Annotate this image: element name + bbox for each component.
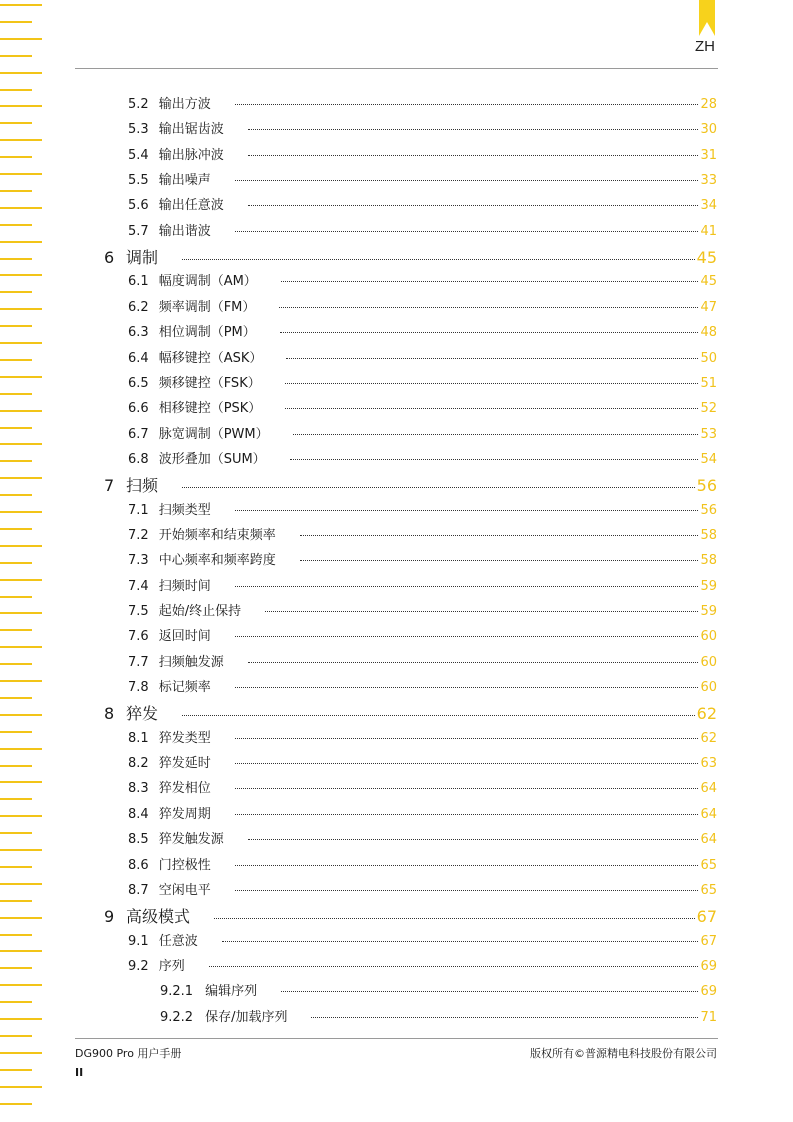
ruler-tick <box>0 883 42 885</box>
toc-entry[interactable] <box>128 347 717 367</box>
toc-entry-number: 5.6 <box>128 198 149 214</box>
toc-dot-leader <box>248 204 699 206</box>
toc-entry-number: 5.3 <box>128 122 149 138</box>
toc-entry[interactable] <box>128 321 717 341</box>
toc-entry-page: 64 <box>700 806 717 822</box>
toc-entry[interactable] <box>128 575 717 595</box>
ruler-tick <box>0 291 32 293</box>
toc-entry[interactable] <box>128 448 717 468</box>
toc-entry-title: 相移键控（PSK） <box>158 401 262 417</box>
toc-dot-leader <box>286 357 698 359</box>
ruler-tick <box>0 1069 32 1071</box>
ruler-tick <box>0 629 32 631</box>
toc-entry-title: 输出任意波 <box>158 198 224 214</box>
toc-entry-title: 猝发触发源 <box>158 832 224 848</box>
toc-entry-page: 41 <box>700 223 717 239</box>
toc-dot-leader <box>290 458 699 460</box>
toc-dot-leader <box>279 306 698 308</box>
toc-entry-page: 54 <box>700 451 717 467</box>
toc-entry-title: 猝发类型 <box>158 730 211 746</box>
ruler-tick <box>0 934 32 936</box>
toc-entry-number: 5.4 <box>128 147 149 163</box>
toc-entry-title: 猝发 <box>126 704 159 724</box>
toc-entry-title: 返回时间 <box>158 629 211 645</box>
toc-dot-leader <box>281 990 698 992</box>
toc-entry[interactable] <box>128 93 717 113</box>
toc-entry-page: 69 <box>700 984 717 1000</box>
toc-entry[interactable] <box>128 651 717 671</box>
toc-entry[interactable] <box>128 600 717 620</box>
toc-dot-leader <box>311 1016 698 1018</box>
toc-entry-title: 输出脉冲波 <box>158 147 224 163</box>
toc-dot-leader <box>235 585 699 587</box>
ruler-tick <box>0 21 32 23</box>
toc-entry[interactable] <box>128 676 717 696</box>
toc-entry-number: 7.3 <box>128 553 149 569</box>
toc-entry-title: 猝发相位 <box>158 781 211 797</box>
ruler-tick <box>0 612 42 614</box>
ruler-tick <box>0 274 42 276</box>
toc-entry-number: 6.6 <box>128 401 149 417</box>
toc-entry-title: 猝发周期 <box>158 806 211 822</box>
toc-entry-page: 67 <box>700 933 717 949</box>
toc-entry-title: 中心频率和频率跨度 <box>158 553 276 569</box>
ruler-tick <box>0 4 42 6</box>
toc-dot-leader <box>293 433 699 435</box>
ruler-tick <box>0 866 32 868</box>
toc-entry[interactable] <box>128 118 717 138</box>
ruler-tick <box>0 325 32 327</box>
toc-entry[interactable] <box>128 879 717 899</box>
toc-entry-title: 输出谐波 <box>158 223 211 239</box>
toc-entry-title: 扫频 <box>126 476 159 496</box>
toc-entry-title: 序列 <box>158 958 185 974</box>
toc-entry-page: 58 <box>700 553 717 569</box>
toc-entry-number: 7 <box>104 476 115 496</box>
toc-entry-title: 任意波 <box>158 933 198 949</box>
toc-entry-title: 频率调制（FM） <box>158 299 256 315</box>
toc-dot-leader <box>235 179 699 181</box>
ruler-tick <box>0 494 32 496</box>
toc-entry[interactable] <box>128 930 717 950</box>
ruler-tick <box>0 917 42 919</box>
toc-entry-number: 6.5 <box>128 375 149 391</box>
ruler-tick <box>0 55 32 57</box>
ruler-tick <box>0 1018 42 1020</box>
toc-entry-page: 69 <box>700 958 717 974</box>
ruler-tick <box>0 190 32 192</box>
toc-entry-page: 51 <box>700 375 717 391</box>
toc-entry-page: 45 <box>700 274 717 290</box>
toc-dot-leader <box>235 686 699 688</box>
toc-entry-number: 6.7 <box>128 426 149 442</box>
toc-dot-leader <box>248 154 699 156</box>
ruler-tick <box>0 765 32 767</box>
toc-entry[interactable] <box>128 524 717 544</box>
page-number: II <box>75 1066 84 1079</box>
toc-dot-leader <box>235 813 699 815</box>
toc-entry-page: 60 <box>700 654 717 670</box>
ruler-tick <box>0 663 32 665</box>
toc-entry-title: 输出方波 <box>158 97 211 112</box>
ruler-tick <box>0 72 42 74</box>
ruler-tick <box>0 1103 32 1105</box>
toc-entry-number: 9.1 <box>128 933 149 949</box>
toc-entry-page: 50 <box>700 350 717 366</box>
ruler-tick <box>0 258 32 260</box>
footer-copyright: 版权所有©普源精电科技股份有限公司 <box>530 1047 717 1060</box>
toc-entry[interactable] <box>128 777 717 797</box>
toc-dot-leader <box>214 917 695 919</box>
toc-dot-leader <box>248 661 699 663</box>
toc-entry-title: 相位调制（PM） <box>158 325 256 341</box>
toc-entry[interactable] <box>128 397 717 417</box>
ruler-tick <box>0 680 42 682</box>
toc-entry-page: 47 <box>700 299 717 315</box>
toc-entry[interactable] <box>128 854 717 874</box>
ruler-tick <box>0 849 42 851</box>
toc-dot-leader <box>235 509 699 511</box>
toc-entry-title: 波形叠加（SUM） <box>158 451 266 467</box>
toc-entry-page: 33 <box>700 173 717 189</box>
ruler-tick <box>0 1001 32 1003</box>
ruler-tick <box>0 528 32 530</box>
toc-entry-number: 6 <box>104 248 115 268</box>
toc-entry-page: 62 <box>700 730 717 746</box>
toc-entry-title: 输出噪声 <box>158 173 211 189</box>
ruler-tick <box>0 443 42 445</box>
toc-entry-title: 标记频率 <box>158 680 211 696</box>
ruler-tick <box>0 224 32 226</box>
ruler-tick <box>0 427 32 429</box>
toc-entry-number: 8.1 <box>128 730 149 746</box>
toc-entry-number: 9 <box>104 907 115 927</box>
toc-entry-number: 7.7 <box>128 654 149 670</box>
toc-entry-number: 6.4 <box>128 350 149 366</box>
ruler-tick <box>0 376 42 378</box>
toc-entry-page: 65 <box>700 857 717 873</box>
toc-entry-page: 60 <box>700 680 717 696</box>
ruler-tick <box>0 900 32 902</box>
toc-entry-number: 7.2 <box>128 527 149 543</box>
ruler-tick <box>0 579 42 581</box>
toc-dot-leader <box>235 635 699 637</box>
ruler-tick <box>0 460 32 462</box>
toc-dot-leader <box>235 230 699 232</box>
toc-entry-number: 8.7 <box>128 882 149 898</box>
toc-dot-leader <box>280 331 699 333</box>
toc-entry-number: 8.6 <box>128 857 149 873</box>
toc-dot-leader <box>182 486 695 488</box>
toc-entry-title: 扫频触发源 <box>158 654 224 670</box>
toc-entry-page: 58 <box>700 527 717 543</box>
margin-ruler <box>0 0 46 1122</box>
toc-entry-number: 8.4 <box>128 806 149 822</box>
ruler-tick <box>0 105 42 107</box>
toc-entry[interactable] <box>128 144 717 164</box>
toc-entry-title: 扫频时间 <box>158 578 211 594</box>
toc-entry[interactable] <box>128 296 717 316</box>
toc-entry-title: 开始频率和结束频率 <box>158 527 276 543</box>
ruler-tick <box>0 967 32 969</box>
toc-entry-number: 8 <box>104 704 115 724</box>
toc-entry-number: 8.5 <box>128 832 149 848</box>
toc-entry-page: 64 <box>700 781 717 797</box>
ruler-tick <box>0 139 42 141</box>
toc-dot-leader <box>281 280 699 282</box>
ruler-tick <box>0 89 32 91</box>
header-rule <box>75 68 718 69</box>
toc-entry-page: 28 <box>700 97 717 112</box>
language-label: ZH <box>695 38 715 55</box>
language-tab-marker <box>699 0 715 22</box>
ruler-tick <box>0 697 32 699</box>
toc-entry-page: 45 <box>696 248 717 268</box>
toc-entry-number: 6.2 <box>128 299 149 315</box>
toc-dot-leader <box>182 714 695 716</box>
toc-entry[interactable] <box>104 904 717 927</box>
toc-dot-leader <box>182 258 695 260</box>
toc-entry-number: 8.2 <box>128 756 149 772</box>
toc-entry-page: 67 <box>696 907 717 927</box>
toc-entry[interactable] <box>160 980 717 1000</box>
toc-entry-number: 7.1 <box>128 502 149 518</box>
toc-entry-title: 空闲电平 <box>158 882 211 898</box>
toc-entry-title: 编辑序列 <box>205 984 258 1000</box>
ruler-tick <box>0 207 42 209</box>
toc-dot-leader <box>265 610 698 612</box>
toc-entry-number: 8.3 <box>128 781 149 797</box>
ruler-tick <box>0 1086 42 1088</box>
toc-dot-leader <box>235 737 699 739</box>
toc-entry[interactable] <box>128 752 717 772</box>
toc-entry-page: 60 <box>700 629 717 645</box>
toc-entry-page: 53 <box>700 426 717 442</box>
toc-entry-title: 保存/加载序列 <box>205 1009 288 1025</box>
toc-entry[interactable] <box>104 701 717 724</box>
toc-entry[interactable] <box>104 245 717 268</box>
toc-entry-page: 63 <box>700 756 717 772</box>
toc-entry[interactable] <box>128 372 717 392</box>
toc-entry-page: 59 <box>700 578 717 594</box>
toc-entry-number: 5.7 <box>128 223 149 239</box>
ruler-tick <box>0 545 42 547</box>
ruler-tick <box>0 714 42 716</box>
toc-entry-page: 56 <box>696 476 717 496</box>
ruler-tick <box>0 410 42 412</box>
ruler-tick <box>0 596 32 598</box>
ruler-tick <box>0 815 42 817</box>
toc-dot-leader <box>235 762 699 764</box>
toc-entry[interactable] <box>128 625 717 645</box>
toc-entry-number: 9.2.2 <box>160 1009 194 1025</box>
toc-entry-title: 频移键控（FSK） <box>158 375 261 391</box>
toc-entry-number: 5.2 <box>128 97 149 112</box>
toc-dot-leader <box>235 787 699 789</box>
toc-dot-leader <box>248 128 699 130</box>
toc-entry-page: 64 <box>700 832 717 848</box>
ruler-tick <box>0 156 32 158</box>
toc-entry[interactable] <box>160 1006 717 1026</box>
toc-dot-leader <box>248 838 699 840</box>
toc-dot-leader <box>235 889 699 891</box>
ruler-tick <box>0 308 42 310</box>
toc-entry-page: 31 <box>700 147 717 163</box>
toc-entry-number: 7.4 <box>128 578 149 594</box>
toc-entry-page: 71 <box>700 1009 717 1025</box>
ruler-tick <box>0 1035 32 1037</box>
ruler-tick <box>0 342 42 344</box>
toc-entry-number: 9.2 <box>128 958 149 974</box>
toc-entry[interactable] <box>128 220 717 240</box>
toc-entry[interactable] <box>128 727 717 747</box>
toc-entry-number: 7.8 <box>128 680 149 696</box>
toc-dot-leader <box>285 407 698 409</box>
toc-entry[interactable] <box>128 955 717 975</box>
toc-entry-title: 门控极性 <box>158 857 211 873</box>
toc-entry-title: 高级模式 <box>126 907 191 927</box>
toc-entry-page: 62 <box>696 704 717 724</box>
toc-entry-title: 扫频类型 <box>158 502 211 518</box>
toc-entry[interactable] <box>128 194 717 214</box>
toc-entry-number: 7.5 <box>128 604 149 619</box>
ruler-tick <box>0 477 42 479</box>
toc-entry-page: 59 <box>700 604 717 619</box>
toc-entry-number: 6.8 <box>128 451 149 467</box>
ruler-tick <box>0 173 42 175</box>
toc-entry-number: 6.3 <box>128 325 149 341</box>
ruler-tick <box>0 798 32 800</box>
toc-entry-title: 脉宽调制（PWM） <box>158 426 269 442</box>
toc-entry-number: 7.6 <box>128 629 149 645</box>
toc-dot-leader <box>285 382 699 384</box>
toc-entry[interactable] <box>128 549 717 569</box>
ruler-tick <box>0 832 32 834</box>
ruler-tick <box>0 646 42 648</box>
ruler-tick <box>0 359 32 361</box>
ruler-tick <box>0 511 42 513</box>
toc-entry-title: 输出锯齿波 <box>158 122 224 138</box>
ruler-tick <box>0 393 32 395</box>
toc-dot-leader <box>235 864 699 866</box>
toc-dot-leader <box>300 559 699 561</box>
toc-entry-title: 幅度调制（AM） <box>158 274 257 290</box>
toc-entry-title: 起始/终止保持 <box>158 604 242 619</box>
toc-entry[interactable] <box>128 803 717 823</box>
ruler-tick <box>0 748 42 750</box>
toc-entry-title: 猝发延时 <box>158 756 211 772</box>
toc-entry[interactable] <box>128 423 717 443</box>
toc-entry-page: 34 <box>700 198 717 214</box>
ruler-tick <box>0 562 32 564</box>
toc-dot-leader <box>300 534 699 536</box>
toc-entry[interactable] <box>128 499 717 519</box>
ruler-tick <box>0 984 42 986</box>
ruler-tick <box>0 950 42 952</box>
toc-entry-title: 调制 <box>126 248 159 268</box>
ruler-tick <box>0 1052 42 1054</box>
ruler-tick <box>0 241 42 243</box>
toc-entry-number: 5.5 <box>128 173 149 189</box>
toc-dot-leader <box>209 965 699 967</box>
toc-entry-number: 9.2.1 <box>160 984 194 1000</box>
toc-entry-page: 65 <box>700 882 717 898</box>
toc-entry-page: 30 <box>700 122 717 138</box>
toc-dot-leader <box>235 103 699 105</box>
toc-entry-page: 56 <box>700 502 717 518</box>
footer-rule <box>75 1038 718 1039</box>
ruler-tick <box>0 122 32 124</box>
toc-entry[interactable] <box>104 473 717 496</box>
toc-entry[interactable] <box>128 169 717 189</box>
ruler-tick <box>0 731 32 733</box>
ruler-tick <box>0 781 42 783</box>
ruler-tick <box>0 38 42 40</box>
footer-manual-title: DG900 Pro 用户手册 <box>75 1047 182 1060</box>
toc-entry-title: 幅移键控（ASK） <box>158 350 263 366</box>
toc-entry-page: 52 <box>700 401 717 417</box>
toc-dot-leader <box>222 940 699 942</box>
toc-entry-page: 48 <box>700 325 717 341</box>
toc-entry[interactable] <box>128 828 717 848</box>
toc-entry[interactable] <box>128 270 717 290</box>
toc-entry-number: 6.1 <box>128 274 149 290</box>
